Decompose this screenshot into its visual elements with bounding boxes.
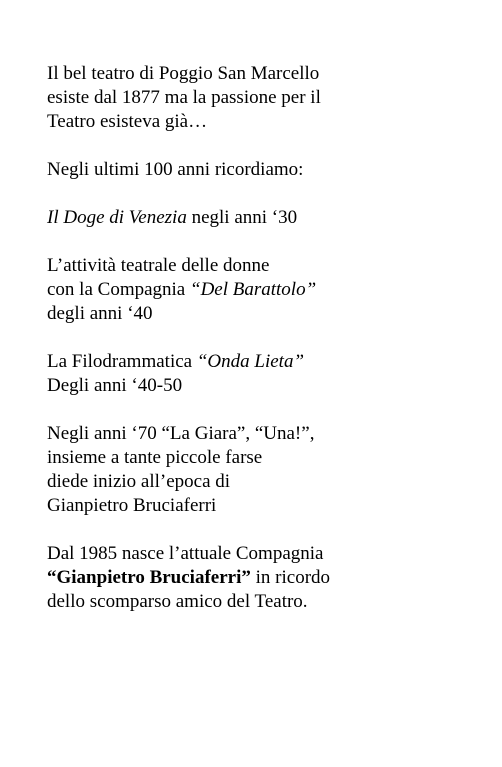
text-line: Gianpietro Bruciaferri [47,495,217,516]
text-line: Teatro esisteva già… [47,111,208,132]
italic-title: “Onda Lieta” [196,351,305,372]
paragraph-doge [47,206,487,230]
text-line [47,206,487,230]
text-line: esiste dal 1877 ma la passione per il [47,87,321,108]
text-fragment: con la Compagnia [47,279,190,300]
paragraph-seventies [47,422,487,518]
text-line: Negli anni ‘70 “La Giara”, “Una!”, [47,423,315,444]
text-line: insieme a tante piccole farse [47,447,263,468]
text-line: Negli ultimi 100 anni ricordiamo: [47,159,304,180]
paragraph-onda-lieta [47,350,487,398]
text-line: Il bel teatro di Poggio San Marcello [47,63,320,84]
italic-title: Il Doge di Venezia [47,207,187,228]
document-text [47,62,487,638]
text-line: Degli anni ‘40-50 [47,375,183,396]
text-line: degli anni ‘40 [47,303,153,324]
text-line: L’attività teatrale delle donne [47,255,270,276]
text-line: diede inizio all’epoca di [47,471,231,492]
text-line [47,350,487,374]
text-fragment: negli anni ‘30 [186,207,298,228]
text-line [47,278,487,302]
bold-company-name: “Gianpietro Bruciaferri” [47,567,251,588]
paragraph-remember [47,158,487,182]
text-fragment: in ricordo [250,567,331,588]
paragraph-1985 [47,542,487,614]
text-line [47,566,487,590]
paragraph-intro [47,62,487,134]
text-line: Dal 1985 nasce l’attuale Compagnia [47,543,324,564]
text-line: dello scomparso amico del Teatro. [47,591,308,612]
italic-title: “Del Barattolo” [190,279,317,300]
text-fragment: La Filodrammatica [47,351,197,372]
paragraph-barattolo [47,254,487,326]
